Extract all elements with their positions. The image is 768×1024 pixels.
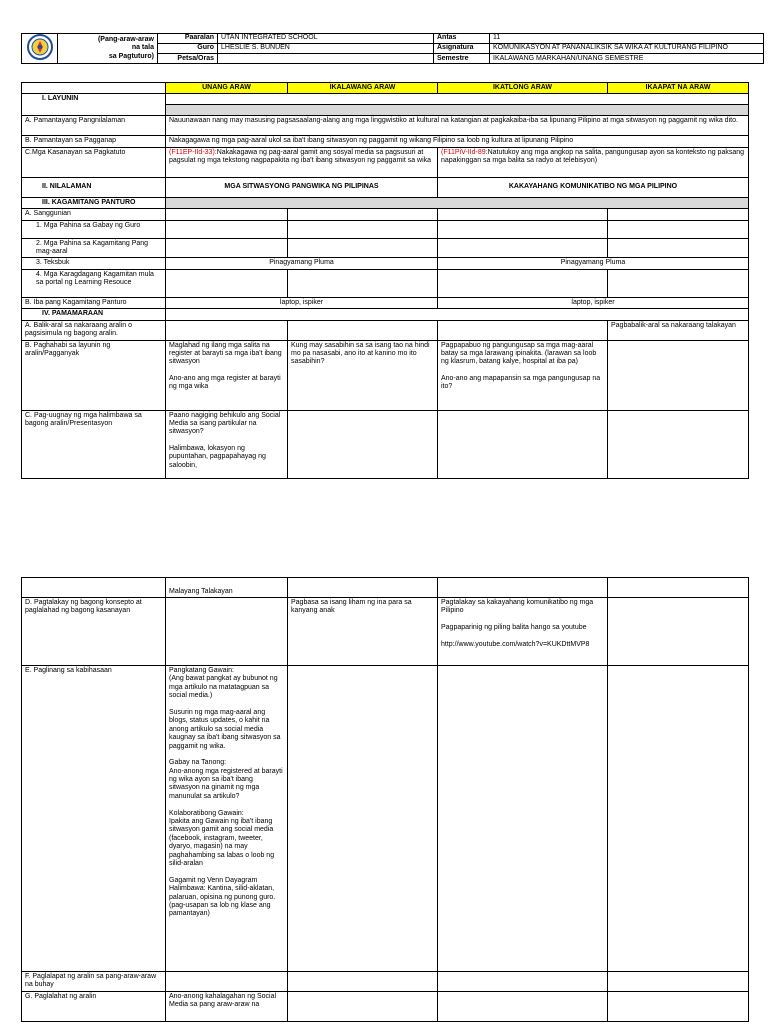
title-line: na tala xyxy=(131,44,154,52)
cell xyxy=(608,991,749,1021)
malayang-talakayan: Malayang Talakayan xyxy=(166,578,288,598)
title-line: (Pang-araw-araw xyxy=(97,35,154,43)
competency-code: (F11EP-IId-33): xyxy=(169,148,217,156)
cell xyxy=(438,991,608,1021)
cell xyxy=(288,991,438,1021)
pag-uugnay-label: C. Pag-uugnay ng mga halimbawa sa bagong aralin/Presentasyon xyxy=(22,410,166,478)
antas-label: Antas xyxy=(434,34,490,44)
balik-aral-day4: Pagbabalik-aral sa nakaraang talakayan xyxy=(608,320,749,340)
cell xyxy=(608,578,749,598)
asignatura-label: Asignatura xyxy=(434,44,490,54)
cell xyxy=(166,238,288,258)
cell xyxy=(608,340,749,410)
cell xyxy=(288,269,438,297)
cell xyxy=(288,666,438,972)
petsa-label: Petsa/Oras xyxy=(158,54,218,64)
cell xyxy=(438,410,608,478)
paghahabi-day1: Maglahad ng ilang mga salita na register at barayti sa mga iba't ibang sitwasyon Ano-ano ang mga register at barayti ng mga wika xyxy=(166,340,288,410)
cell xyxy=(438,972,608,992)
guro-label: Guro xyxy=(158,44,218,54)
cell xyxy=(438,220,608,238)
teksbuk-day3: Pinagyamang Pluma xyxy=(438,258,749,269)
kasanayan-day3 xyxy=(438,147,749,177)
kasanayan-day1 xyxy=(166,147,438,177)
teksbuk-label: 3. Teksbuk xyxy=(22,258,166,269)
paaralan-label: Paaralan xyxy=(158,34,218,44)
title-line: sa Pagtuturo) xyxy=(108,53,154,61)
cell xyxy=(288,209,438,220)
iba-pang-kagamitan-day1: laptop, ispiker xyxy=(166,297,438,308)
kagamitan-heading: III. KAGAMITANG PANTURO xyxy=(22,197,166,208)
pagtalakay-day3: Pagtalakay sa kakayahang komunikatibo ng mga Pilipino Pagpaparinig ng piling balita hango sa youtube http://www.youtube.com/watch?v=KUKDttMVP8 xyxy=(438,598,608,666)
paghahabi-day3: Pagpapabuo ng pangungusap sa mga mag-aaral batay sa mga larawang ipinakita. (larawan sa loob ng klasrum, batang kalye, hospital at iba pa) Ano-ano ang mapapansin sa mga pangungusap na ito? xyxy=(438,340,608,410)
cell xyxy=(288,578,438,598)
cell xyxy=(608,209,749,220)
semestre-label: Semestre xyxy=(434,54,490,64)
cell xyxy=(438,320,608,340)
cell xyxy=(438,269,608,297)
paglalahat-day1: Ano-anong kahalagahan ng Social Media sa pang araw-araw na xyxy=(166,991,288,1021)
cell xyxy=(438,578,608,598)
cell xyxy=(608,269,749,297)
paglalapat-label: F. Paglalapat ng aralin sa pang-araw-araw na buhay xyxy=(22,972,166,992)
cell xyxy=(438,666,608,972)
pagtalakay-label: D. Pagtalakay ng bagong konsepto at paglalahad ng bagong kasanayan xyxy=(22,598,166,666)
cell xyxy=(288,320,438,340)
cell xyxy=(608,220,749,238)
cell xyxy=(288,972,438,992)
cell xyxy=(22,578,166,598)
cell xyxy=(608,410,749,478)
balik-aral-label: A. Balik-aral sa nakaraang aralin o pagsisimula ng bagong aralin. xyxy=(22,320,166,340)
paglalahat-label: G. Paglalahat ng aralin xyxy=(22,991,166,1021)
cell xyxy=(608,972,749,992)
day-header: IKALAWANG ARAW xyxy=(288,83,438,94)
cell xyxy=(438,209,608,220)
cell xyxy=(288,220,438,238)
pamamaraan-heading: IV. PAMAMARAAN xyxy=(22,309,166,320)
cell xyxy=(166,972,288,992)
cell xyxy=(166,220,288,238)
paglinang-day1: Pangkatang Gawain: (Ang bawat pangkat ay bubunot ng mga artikulo na matatagpuan sa social media.) Susurin ng mga mag-aaral ang blogs, status updates, o kahit na anong artikulo sa social media kaugnay sa iba't ibang sitwasyon sa paggamit ng wika. Gabay na Tanong: Ano-anong mga registered at barayti ng wika ayon sa iba't ibang sitwasyon na ginamit ng mga manunulat sa artikulo? Kolaboratibong Gawain: Ipakita ang Gawain ng iba't ibang sitwasyon gamit ang social media (facebook, instagram, tweeter, dyaryo, magasin) na may paghahambing sa labas o loob ng silid-aralan Gagamit ng Venn Dayagram Halimbawa: Kantina, silid-aklatan, palaruan, opisina ng punong guro. (pag-usapan sa lob ng klase ang pamantayan) xyxy=(166,666,288,972)
paghahabi-day2: Kung may sasabihin sa sa isang tao na hindi mo pa nasasabi, ano ito at kanino mo ito sasabihin? xyxy=(288,340,438,410)
cell xyxy=(608,598,749,666)
cell xyxy=(438,238,608,258)
nilalaman-day3: KAKAYAHANG KOMUNIKATIBO NG MGA PILIPINO xyxy=(438,177,749,197)
sanggunian-label: A. Sanggunian xyxy=(22,209,166,220)
pagtalakay-day2: Pagbasa sa isang liham ng ina para sa kanyang anak xyxy=(288,598,438,666)
layunin-heading: I. LAYUNIN xyxy=(22,94,166,116)
corner-cell xyxy=(22,83,166,94)
iba-pang-kagamitan-day3: laptop, ispiker xyxy=(438,297,749,308)
asignatura-value: KOMUNIKASYON AT PANANALIKSIK SA WIKA AT KULTURANG FILIPINO xyxy=(490,44,764,54)
pag-uugnay-day1: Paano nagiging behikulo ang Social Media sa isang partikular na sitwasyon? Halimbawa, lokasyon ng pupuntahan, pagpapahayag ng saloobin, xyxy=(166,410,288,478)
cell xyxy=(288,238,438,258)
teksbuk-day1: Pinagyamang Pluma xyxy=(166,258,438,269)
guro-value: LHESLIE S. BUNUEN xyxy=(218,44,434,54)
nilalaman-label: II. NILALAMAN xyxy=(22,177,166,197)
layunin-blank xyxy=(166,94,749,116)
iba-pang-kagamitan-label: B. Iba pang Kagamitang Panturo xyxy=(22,297,166,308)
pamantayang-pangnilalaman-label: A. Pamantayang Pangnilalaman xyxy=(22,116,166,136)
competency-code: (F11PiV-IId-89: xyxy=(441,148,488,156)
day-header: UNANG ARAW xyxy=(166,83,288,94)
cell xyxy=(166,598,288,666)
competency-text: Nakakagawa ng pag-aaral gamit ang sosyal media sa pagsusuri at pagsulat ng mga tekstong nagpapakita ng iba't ibang sitwasyon ng paggamit sa wika xyxy=(169,148,432,165)
cell xyxy=(166,209,288,220)
pamantayan-pagganap-label: B. Pamantayan sa Pagganap xyxy=(22,136,166,147)
semestre-value: IKALAWANG MARKAHAN/UNANG SEMESTRE xyxy=(490,54,764,64)
antas-value: 11 xyxy=(490,34,764,44)
paglinang-label: E. Paglinang sa kabihasaan xyxy=(22,666,166,972)
pamantayan-pagganap-text: Nakagagawa ng mga pag-aaral ukol sa iba't ibang sitwasyon ng paggamit ng wikang Filipino sa loob ng kultura at lipunang Pilipino xyxy=(166,136,749,147)
cell xyxy=(608,238,749,258)
lesson-plan-table xyxy=(21,82,749,479)
pamamaraan-blank xyxy=(166,309,749,320)
kagamitang-mag-aaral-label: 2. Mga Pahina sa Kagamitang Pang mag-aaral xyxy=(22,238,166,258)
header-title xyxy=(58,34,158,64)
kasanayan-label: C.Mga Kasanayan sa Pagkatuto xyxy=(22,147,166,177)
kagamitan-blank xyxy=(166,197,749,208)
lesson-plan-table-continued xyxy=(21,577,749,1022)
school-seal-cell xyxy=(22,34,58,64)
day-header: IKATLONG ARAW xyxy=(438,83,608,94)
day-header: IKAAPAT NA ARAW xyxy=(608,83,749,94)
school-seal-icon xyxy=(27,34,53,60)
competency-text: Natutukoy ang mga angkop na salita, pangungusap ayon sa konteksto ng paksang napakinggan sa mga balita sa radyo at telebisyon) xyxy=(441,148,745,165)
karagdagang-kagamitan-label: 4. Mga Karagdagang Kagamitan mula sa portal ng Learning Resouce xyxy=(22,269,166,297)
nilalaman-day1: MGA SITWASYONG PANGWIKA NG PILIPINAS xyxy=(166,177,438,197)
petsa-value xyxy=(218,54,434,64)
pamantayang-pangnilalaman-text: Nauunawaan nang may masusing pagsasaalang-alang ang mga linggwistiko at kultural na katangian at pagkakaiba-iba sa lipunang Pilipino at mga sitwasyon ng paggamit ng wika dito. xyxy=(166,116,749,136)
cell xyxy=(166,269,288,297)
cell xyxy=(166,320,288,340)
cell xyxy=(288,410,438,478)
header-table xyxy=(21,33,764,64)
gabay-guro-label: 1. Mga Pahina sa Gabay ng Guro xyxy=(22,220,166,238)
paaralan-value: UTAN INTEGRATED SCHOOL xyxy=(218,34,434,44)
cell xyxy=(608,666,749,972)
paghahabi-label: B. Paghahabi sa layunin ng aralin/Pagganyak xyxy=(22,340,166,410)
